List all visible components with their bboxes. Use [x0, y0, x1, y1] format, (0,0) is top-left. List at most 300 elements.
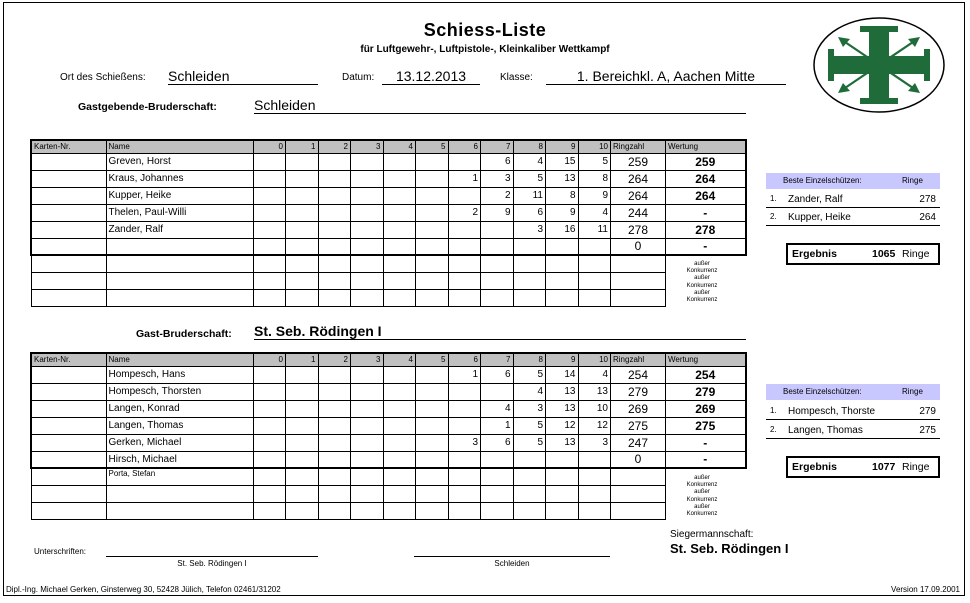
- table-row: [31, 417, 746, 434]
- shooter-name-cell[interactable]: Porta, Stefan: [106, 468, 253, 485]
- ring-count-cell[interactable]: 9: [481, 204, 514, 221]
- ring-count-cell[interactable]: 12: [578, 417, 611, 434]
- empty-cell[interactable]: [31, 255, 106, 272]
- ring-count-cell[interactable]: [286, 187, 319, 204]
- ring-count-cell[interactable]: [318, 238, 351, 255]
- karten-nr-cell[interactable]: [31, 434, 106, 451]
- shooter-name-cell[interactable]: [106, 485, 253, 502]
- empty-cell[interactable]: [383, 255, 416, 272]
- karten-nr-cell[interactable]: [31, 417, 106, 434]
- empty-cell[interactable]: [286, 289, 319, 306]
- guest-header-cell: 1: [286, 353, 319, 366]
- ring-count-cell[interactable]: [286, 204, 319, 221]
- ring-count-cell[interactable]: [448, 400, 481, 417]
- ring-count-cell[interactable]: 4: [513, 153, 546, 170]
- table-row: [31, 238, 746, 255]
- empty-cell[interactable]: [513, 255, 546, 272]
- empty-cell[interactable]: [416, 272, 449, 289]
- table-row: [31, 204, 746, 221]
- ring-count-cell[interactable]: [416, 366, 449, 383]
- guest-header-cell: 3: [351, 353, 384, 366]
- klasse-label: Klasse:: [500, 72, 533, 83]
- ausser-konkurrenz-guest: außer Konkurrenz außer Konkurrenz außer Konkurrenz: [686, 475, 718, 518]
- ort-label: Ort des Schießens:: [60, 72, 146, 83]
- table-row: [31, 400, 746, 417]
- ring-count-cell[interactable]: 13: [546, 434, 579, 451]
- empty-cell[interactable]: [286, 255, 319, 272]
- guest-team-name[interactable]: St. Seb. Rödingen I: [254, 323, 746, 340]
- ring-count-cell[interactable]: [286, 153, 319, 170]
- karten-nr-cell[interactable]: [31, 451, 106, 468]
- ring-count-cell[interactable]: [383, 153, 416, 170]
- empty-cell[interactable]: [416, 468, 449, 485]
- empty-cell[interactable]: [416, 289, 449, 306]
- ring-count-cell[interactable]: 12: [546, 417, 579, 434]
- ring-count-cell[interactable]: 3: [481, 170, 514, 187]
- ring-count-cell[interactable]: [253, 170, 286, 187]
- ring-count-cell[interactable]: [416, 434, 449, 451]
- ring-count-cell[interactable]: [481, 383, 514, 400]
- empty-cell[interactable]: [578, 502, 611, 519]
- empty-cell[interactable]: [351, 289, 384, 306]
- empty-cell[interactable]: [546, 272, 579, 289]
- ring-count-cell[interactable]: [448, 451, 481, 468]
- shooter-name-cell[interactable]: Hompesch, Hans: [106, 366, 253, 383]
- ring-count-cell[interactable]: [416, 170, 449, 187]
- guest-header-cell: 10: [578, 353, 611, 366]
- ring-count-cell[interactable]: [253, 153, 286, 170]
- ring-count-cell[interactable]: [448, 383, 481, 400]
- ring-count-cell[interactable]: 4: [578, 366, 611, 383]
- ring-count-cell[interactable]: 4: [513, 383, 546, 400]
- empty-cell[interactable]: [611, 485, 666, 502]
- karten-nr-cell[interactable]: [31, 221, 106, 238]
- ring-count-cell[interactable]: [253, 451, 286, 468]
- empty-cell[interactable]: [253, 468, 286, 485]
- ring-count-cell[interactable]: [286, 383, 319, 400]
- ring-count-cell[interactable]: [351, 204, 384, 221]
- ring-count-cell[interactable]: [416, 238, 449, 255]
- ring-count-cell[interactable]: [578, 238, 611, 255]
- empty-cell[interactable]: [383, 468, 416, 485]
- shooter-name-cell[interactable]: [106, 272, 253, 289]
- datum-value[interactable]: 13.12.2013: [382, 68, 480, 85]
- guest-header-cell: 9: [546, 353, 579, 366]
- wertung-cell: -: [666, 238, 746, 255]
- empty-cell[interactable]: [318, 255, 351, 272]
- ring-count-cell[interactable]: [318, 434, 351, 451]
- ring-count-cell[interactable]: [253, 187, 286, 204]
- ring-count-cell[interactable]: [513, 451, 546, 468]
- ring-count-cell[interactable]: [286, 366, 319, 383]
- empty-cell[interactable]: [31, 485, 106, 502]
- empty-cell[interactable]: [351, 485, 384, 502]
- karten-nr-cell[interactable]: [31, 153, 106, 170]
- ring-count-cell[interactable]: [286, 221, 319, 238]
- ring-count-cell[interactable]: [253, 400, 286, 417]
- ring-count-cell[interactable]: [318, 170, 351, 187]
- ring-count-cell[interactable]: [253, 383, 286, 400]
- ring-count-cell[interactable]: [351, 451, 384, 468]
- extra-row: [31, 502, 746, 519]
- ring-count-cell[interactable]: [383, 383, 416, 400]
- ring-count-cell[interactable]: [416, 204, 449, 221]
- empty-cell[interactable]: [481, 255, 514, 272]
- empty-cell[interactable]: [546, 502, 579, 519]
- karten-nr-cell[interactable]: [31, 400, 106, 417]
- ring-count-cell[interactable]: 9: [578, 187, 611, 204]
- home-header-cell: 1: [286, 140, 319, 153]
- ring-count-cell[interactable]: [448, 153, 481, 170]
- ring-count-cell[interactable]: [416, 383, 449, 400]
- ring-count-cell[interactable]: [286, 170, 319, 187]
- empty-cell[interactable]: [578, 485, 611, 502]
- ring-count-cell[interactable]: [448, 238, 481, 255]
- klasse-value[interactable]: 1. Bereichkl. A, Aachen Mitte: [546, 68, 786, 85]
- karten-nr-cell[interactable]: [31, 366, 106, 383]
- ring-count-cell[interactable]: [546, 238, 579, 255]
- ring-count-cell[interactable]: [318, 187, 351, 204]
- empty-cell[interactable]: [383, 272, 416, 289]
- ring-count-cell[interactable]: 2: [448, 204, 481, 221]
- home-header-cell: 5: [416, 140, 449, 153]
- empty-cell[interactable]: [448, 468, 481, 485]
- guest-header-cell: 7: [481, 353, 514, 366]
- shooter-name-cell[interactable]: Langen, Konrad: [106, 400, 253, 417]
- home-header-cell: 3: [351, 140, 384, 153]
- empty-cell[interactable]: [286, 502, 319, 519]
- ring-count-cell[interactable]: 5: [578, 153, 611, 170]
- ring-count-cell[interactable]: [253, 417, 286, 434]
- ring-count-cell[interactable]: [286, 400, 319, 417]
- ring-count-cell[interactable]: 13: [578, 383, 611, 400]
- shooter-name-cell[interactable]: Gerken, Michael: [106, 434, 253, 451]
- home-header-cell: Ringzahl: [611, 140, 666, 153]
- empty-cell[interactable]: [513, 272, 546, 289]
- ring-count-cell[interactable]: 9: [546, 204, 579, 221]
- ort-value[interactable]: Schleiden: [168, 68, 318, 85]
- ring-count-cell[interactable]: [318, 204, 351, 221]
- empty-cell[interactable]: [31, 289, 106, 306]
- empty-cell[interactable]: [546, 485, 579, 502]
- ring-count-cell[interactable]: [318, 366, 351, 383]
- empty-cell[interactable]: [481, 502, 514, 519]
- empty-cell[interactable]: [286, 468, 319, 485]
- karten-nr-cell[interactable]: [31, 383, 106, 400]
- empty-cell[interactable]: [578, 468, 611, 485]
- empty-cell[interactable]: [253, 255, 286, 272]
- karten-nr-cell[interactable]: [31, 187, 106, 204]
- ring-count-cell[interactable]: [286, 238, 319, 255]
- karten-nr-cell[interactable]: [31, 238, 106, 255]
- ring-count-cell[interactable]: 8: [578, 170, 611, 187]
- guest-header-cell: 6: [448, 353, 481, 366]
- empty-cell[interactable]: [31, 468, 106, 485]
- ring-count-cell[interactable]: [318, 417, 351, 434]
- ring-count-cell[interactable]: 8: [546, 187, 579, 204]
- empty-cell[interactable]: [611, 289, 666, 306]
- shooter-name-cell[interactable]: Hirsch, Michael: [106, 451, 253, 468]
- empty-cell[interactable]: [546, 289, 579, 306]
- ring-count-cell[interactable]: [578, 451, 611, 468]
- ring-count-cell[interactable]: 11: [513, 187, 546, 204]
- empty-cell[interactable]: [416, 502, 449, 519]
- ring-count-cell[interactable]: [383, 434, 416, 451]
- ring-count-cell[interactable]: [286, 434, 319, 451]
- empty-cell[interactable]: [318, 289, 351, 306]
- empty-cell[interactable]: [31, 502, 106, 519]
- ring-count-cell[interactable]: 5: [513, 417, 546, 434]
- footer-version: Version 17.09.2001: [891, 585, 960, 594]
- empty-cell[interactable]: [611, 468, 666, 485]
- home-header-cell: 0: [253, 140, 286, 153]
- ring-count-cell[interactable]: [318, 221, 351, 238]
- ring-count-cell[interactable]: [351, 400, 384, 417]
- karten-nr-cell[interactable]: [31, 204, 106, 221]
- ring-count-cell[interactable]: [383, 170, 416, 187]
- ring-count-cell[interactable]: [513, 238, 546, 255]
- ring-count-cell[interactable]: 3: [513, 221, 546, 238]
- empty-cell[interactable]: [253, 289, 286, 306]
- empty-cell[interactable]: [286, 485, 319, 502]
- shooter-name-cell[interactable]: [106, 502, 253, 519]
- karten-nr-cell[interactable]: [31, 170, 106, 187]
- ring-count-cell[interactable]: [351, 170, 384, 187]
- empty-cell[interactable]: [578, 272, 611, 289]
- empty-cell[interactable]: [448, 502, 481, 519]
- home-header-cell: 9: [546, 140, 579, 153]
- shooter-name-cell[interactable]: [106, 238, 253, 255]
- ring-count-cell[interactable]: [546, 451, 579, 468]
- empty-cell[interactable]: [383, 485, 416, 502]
- ring-count-cell[interactable]: [383, 451, 416, 468]
- ring-count-cell[interactable]: [318, 400, 351, 417]
- ring-count-cell[interactable]: 6: [481, 153, 514, 170]
- ring-count-cell[interactable]: [351, 221, 384, 238]
- ring-count-cell[interactable]: [416, 221, 449, 238]
- ring-count-cell[interactable]: 13: [546, 170, 579, 187]
- empty-cell[interactable]: [448, 272, 481, 289]
- empty-cell[interactable]: [351, 255, 384, 272]
- ring-count-cell[interactable]: [351, 417, 384, 434]
- ring-count-cell[interactable]: [286, 451, 319, 468]
- ring-count-cell[interactable]: 2: [481, 187, 514, 204]
- ring-count-cell[interactable]: 1: [481, 417, 514, 434]
- empty-cell[interactable]: [351, 468, 384, 485]
- shooter-name-cell[interactable]: Zander, Ralf: [106, 221, 253, 238]
- ring-count-cell[interactable]: [383, 238, 416, 255]
- ring-count-cell[interactable]: [351, 366, 384, 383]
- extra-row: [31, 468, 746, 485]
- ring-count-cell[interactable]: [416, 400, 449, 417]
- guest-header-cell: 2: [318, 353, 351, 366]
- table-row: [31, 366, 746, 383]
- shooter-name-cell[interactable]: [106, 289, 253, 306]
- shooter-name-cell[interactable]: Langen, Thomas: [106, 417, 253, 434]
- empty-cell[interactable]: [318, 272, 351, 289]
- ring-count-cell[interactable]: [383, 400, 416, 417]
- ring-count-cell[interactable]: 4: [578, 204, 611, 221]
- empty-cell[interactable]: [513, 502, 546, 519]
- ringzahl-cell: 247: [611, 434, 666, 451]
- ring-count-cell[interactable]: [253, 204, 286, 221]
- shooter-name-cell[interactable]: [106, 255, 253, 272]
- ringzahl-cell: 254: [611, 366, 666, 383]
- ring-count-cell[interactable]: [448, 417, 481, 434]
- empty-cell[interactable]: [481, 289, 514, 306]
- ring-count-cell[interactable]: [318, 383, 351, 400]
- empty-cell[interactable]: [611, 272, 666, 289]
- ring-count-cell[interactable]: [383, 417, 416, 434]
- ring-count-cell[interactable]: [383, 204, 416, 221]
- ring-count-cell[interactable]: [253, 434, 286, 451]
- empty-cell[interactable]: [513, 289, 546, 306]
- ring-count-cell[interactable]: [318, 451, 351, 468]
- ring-count-cell[interactable]: [481, 238, 514, 255]
- home-header-cell: 2: [318, 140, 351, 153]
- empty-cell[interactable]: [253, 272, 286, 289]
- shooter-name-cell[interactable]: Kupper, Heike: [106, 187, 253, 204]
- empty-cell[interactable]: [611, 255, 666, 272]
- ring-count-cell[interactable]: 15: [546, 153, 579, 170]
- ring-count-cell[interactable]: [481, 451, 514, 468]
- ring-count-cell[interactable]: [383, 366, 416, 383]
- footer-left: Dipl.-Ing. Michael Gerken, Ginsterweg 30, 52428 Jülich, Telefon 02461/31202: [6, 585, 281, 594]
- empty-cell[interactable]: [318, 468, 351, 485]
- ring-count-cell[interactable]: 16: [546, 221, 579, 238]
- empty-cell[interactable]: [253, 485, 286, 502]
- ring-count-cell[interactable]: [416, 187, 449, 204]
- table-row: [31, 451, 746, 468]
- ring-count-cell[interactable]: [448, 187, 481, 204]
- ring-count-cell[interactable]: 1: [448, 366, 481, 383]
- guest-header-cell: Karten-Nr.: [31, 353, 106, 366]
- empty-cell[interactable]: [578, 255, 611, 272]
- wertung-cell: 264: [666, 170, 746, 187]
- ring-count-cell[interactable]: [383, 221, 416, 238]
- home-team-name[interactable]: Schleiden: [254, 97, 746, 114]
- empty-cell[interactable]: [286, 272, 319, 289]
- shooter-name-cell[interactable]: Thelen, Paul-Willi: [106, 204, 253, 221]
- home-ergebnis: Ergebnis 1065 Ringe: [786, 243, 940, 265]
- shooter-name-cell[interactable]: Hompesch, Thorsten: [106, 383, 253, 400]
- ring-count-cell[interactable]: [351, 434, 384, 451]
- ring-count-cell[interactable]: [416, 451, 449, 468]
- empty-cell[interactable]: [31, 272, 106, 289]
- empty-cell[interactable]: [481, 485, 514, 502]
- ring-count-cell[interactable]: 6: [513, 204, 546, 221]
- ring-count-cell[interactable]: [318, 153, 351, 170]
- ring-count-cell[interactable]: 5: [513, 366, 546, 383]
- ring-count-cell[interactable]: [351, 383, 384, 400]
- ring-count-cell[interactable]: [253, 221, 286, 238]
- ring-count-cell[interactable]: 13: [546, 400, 579, 417]
- ringzahl-cell: 264: [611, 170, 666, 187]
- empty-cell[interactable]: [578, 289, 611, 306]
- empty-cell[interactable]: [351, 502, 384, 519]
- ring-count-cell[interactable]: [416, 153, 449, 170]
- empty-cell[interactable]: [318, 502, 351, 519]
- datum-label: Datum:: [342, 72, 375, 83]
- empty-cell[interactable]: [448, 255, 481, 272]
- ring-count-cell[interactable]: 6: [481, 366, 514, 383]
- empty-cell[interactable]: [513, 485, 546, 502]
- ring-count-cell[interactable]: 11: [578, 221, 611, 238]
- shooter-name-cell[interactable]: Greven, Horst: [106, 153, 253, 170]
- empty-cell[interactable]: [448, 485, 481, 502]
- guest-header-cell: Ringzahl: [611, 353, 666, 366]
- empty-cell[interactable]: [481, 468, 514, 485]
- empty-cell[interactable]: [253, 502, 286, 519]
- empty-cell[interactable]: [481, 272, 514, 289]
- ring-count-cell[interactable]: 5: [513, 170, 546, 187]
- ring-count-cell[interactable]: 14: [546, 366, 579, 383]
- ring-count-cell[interactable]: 3: [578, 434, 611, 451]
- empty-cell[interactable]: [546, 468, 579, 485]
- empty-cell[interactable]: [416, 255, 449, 272]
- empty-cell[interactable]: [416, 485, 449, 502]
- empty-cell[interactable]: [383, 289, 416, 306]
- ring-count-cell[interactable]: 1: [448, 170, 481, 187]
- table-row: [31, 383, 746, 400]
- cross-arrows-emblem-icon: [812, 16, 946, 114]
- ringzahl-cell: 279: [611, 383, 666, 400]
- empty-cell[interactable]: [318, 485, 351, 502]
- signature-left[interactable]: St. Seb. Rödingen I: [106, 556, 318, 568]
- empty-cell[interactable]: [513, 468, 546, 485]
- ring-count-cell[interactable]: [448, 221, 481, 238]
- ring-count-cell[interactable]: [416, 417, 449, 434]
- page-subtitle: für Luftgewehr-, Luftpistole-, Kleinkaliber Wettkampf: [360, 44, 610, 55]
- ring-count-cell[interactable]: 6: [481, 434, 514, 451]
- ring-count-cell[interactable]: [253, 366, 286, 383]
- ring-count-cell[interactable]: [383, 187, 416, 204]
- extra-row: [31, 272, 746, 289]
- wertung-cell: 279: [666, 383, 746, 400]
- ring-count-cell[interactable]: 5: [513, 434, 546, 451]
- home-header-cell: Name: [106, 140, 253, 153]
- sieger-label: Siegermannschaft:: [670, 529, 754, 540]
- ringzahl-cell: 244: [611, 204, 666, 221]
- home-header-row: [31, 140, 746, 153]
- empty-cell[interactable]: [351, 272, 384, 289]
- sieger-value: St. Seb. Rödingen I: [670, 541, 789, 556]
- ring-count-cell[interactable]: 4: [481, 400, 514, 417]
- empty-cell[interactable]: [448, 289, 481, 306]
- home-header-cell: 8: [513, 140, 546, 153]
- ring-count-cell[interactable]: 10: [578, 400, 611, 417]
- ring-count-cell[interactable]: [286, 417, 319, 434]
- ring-count-cell[interactable]: 3: [448, 434, 481, 451]
- empty-cell[interactable]: [611, 502, 666, 519]
- ring-count-cell[interactable]: 3: [513, 400, 546, 417]
- shooter-name-cell[interactable]: Kraus, Johannes: [106, 170, 253, 187]
- ring-count-cell[interactable]: 13: [546, 383, 579, 400]
- guest-ergebnis: Ergebnis 1077 Ringe: [786, 456, 940, 478]
- ring-count-cell[interactable]: [351, 238, 384, 255]
- empty-cell[interactable]: [383, 502, 416, 519]
- empty-cell[interactable]: [546, 255, 579, 272]
- ring-count-cell[interactable]: [351, 153, 384, 170]
- wertung-cell: 269: [666, 400, 746, 417]
- wertung-cell: 278: [666, 221, 746, 238]
- guest-header-cell: 8: [513, 353, 546, 366]
- ring-count-cell[interactable]: [351, 187, 384, 204]
- extra-row: [31, 485, 746, 502]
- ring-count-cell[interactable]: [481, 221, 514, 238]
- signature-right[interactable]: Schleiden: [414, 556, 610, 568]
- ring-count-cell[interactable]: [253, 238, 286, 255]
